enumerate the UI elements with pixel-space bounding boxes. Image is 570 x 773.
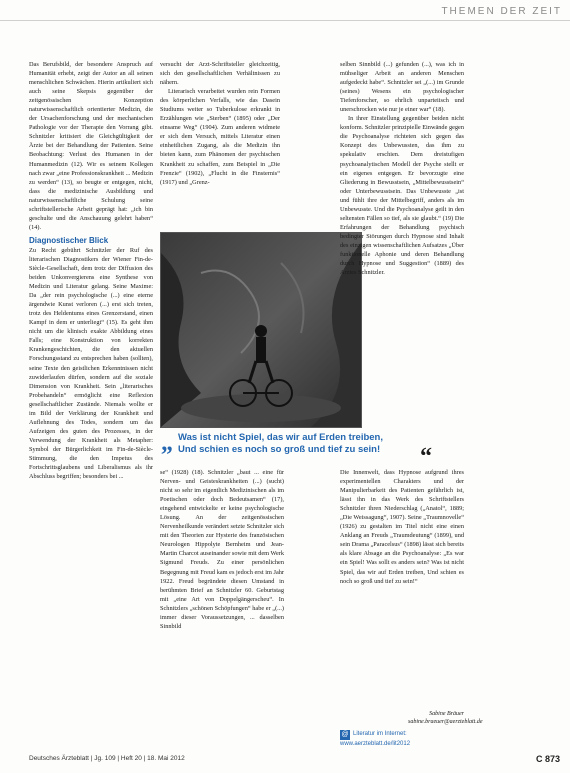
literature-link-box[interactable]: [340, 730, 464, 748]
pull-quote-line: Was ist nicht Spiel, das wir auf Erden treiben,: [178, 432, 383, 443]
paragraph: In ihrer Einstellung gegenüber beiden nicht konform. Schnitzler prinzipielle Einwände gegen die Psychoanalyse richteten sich gegen das Konzept des Unbewussten, das ihm zu spekulativ erschien. Dem dreistufigen psychoanalytischen Modell der Psyche stellt er ein eigenes entgegen. Er bevorzugte eine Gliederung in Bewusstsein, „Mittelbewusstsein“ oder Unterbewusstsein. Das Unbewusste „ist und fühlt ihre der Mittelbegriff, anders als im Unbewusste. Und die Psychoanalyse geilt in den seltensten Fällen so tief, als sie glaubt.“ (19) Die Erfahrungen der Behandlung psychisch bedingter Störungen durch Hypnose sind Inhalt des einzigen wissenschaftlichen Aufsatzes „Über funktionelle Aphonie und deren Behandlung durch Hypnose und Suggestion“ (1889) des Arztes Schnitzler.: [340, 115, 464, 277]
column-3-lower: [340, 468, 464, 586]
paragraph: selben Sinnbild (...) gefunden (...), was ich in mühseliger Arbeit an anderen Menschen aufgedeckt habe“. Schnitzler sei „(...) im Grunde (seines) Wesens ein psychologischer Tiefenforscher, so ehrlich unparteiisch und unerschrocken wie nur je einer war“ (18).: [340, 61, 464, 114]
section-label: THEMEN DER ZEIT: [441, 6, 562, 17]
page-number: C 873: [535, 754, 560, 764]
paragraph: Die Innenwelt, dass Hypnose aufgrund ihres experimentellen Charakters und der Manipulierbarkeit des Patienten gefährlich ist, lässt ihn in das Werk des Schriftstellers Schnitzler ihren Niederschlag („Anatol“, 1889; „Die Weissagung“, 1907). Seine „Traumnovelle“ (1926) zu gestalten im Titel nicht eine einen Anklang an Freuds „Traumdeutung“ (1899), und sein Drama „Paracelsus“ (1898) lässt sich bereits als klare Absage an die Psychoanalyse: „Es war ein Spiel! Was sollt es anders sein? Was ist nicht Spiel, das wir auf Erden treiben, Und schien es noch so groß und tief zu sein!“: [340, 469, 464, 585]
pull-quote: [160, 432, 488, 456]
quote-close-mark: “: [420, 444, 432, 470]
author-name: Sabine Bräuer: [429, 711, 464, 717]
header-rule: [0, 20, 570, 21]
paragraph: versucht der Arzt-Schriftsteller gleichzeitig, sich den gesellschaftlichen Verhältnissen zu nähern.: [160, 61, 280, 87]
footer-citation: Deutsches Ärzteblatt | Jg. 109 | Heft 20 | 18. Mai 2012: [29, 755, 185, 762]
column-1: [29, 60, 153, 481]
subheading-diagnostischer-blick: Diagnostischer Blick: [29, 235, 109, 245]
column-3: [340, 60, 464, 277]
author-credit: [408, 710, 483, 726]
quote-open-mark: „: [161, 430, 173, 456]
paragraph: Das Berufsbild, der besondere Anspruch auf Humanität erhebt, zeigt der Autor an all seinen menschlichen Schwächen. Hierin artikuliert sich auch seine Skepsis gegenüber der zeitgenössischen Konzeption naturwissenschaftlich orientierter Medizin, die der Ursachenforschung und der mechanischen Pathologie vor der Therapie den Vorrang gibt. Schnitzler kritisiert die Gleichgültigkeit der Ärzte bei der Behandlung der Patienten. Seine Beobachtung: Verlust des Humanen in der Humanmedizin (12). Wir es seinem Kollegen nach zwar „eine Professionskrankheit ... Medizin zu werden“ (13), so beugte er entgegen, nicht, dass die medizinische Ausbildung und naturwissenschaftliche Schulung seine schriftstellerische Arbeit geprägt hat: „ich bin geschulte und die Anschauung gelehrt haben“ (14).: [29, 61, 153, 231]
photo-cyclist-image: [161, 233, 361, 427]
column-2-lower: [160, 468, 284, 631]
paragraph: Literarisch verarbeitet wurden rein Formen des körperlichen Verfalls, wie das Dasein Studiums weiter so Tuberkulose erkrankt in Erzählungen wie „Sterben“ (1895) oder „Der einsame Weg“ (1904). Zum anderen widmete er sich dem Versuch, mittels Literatur einen einheitlichen Zugang, als die Medizin ihn bieten kann, zum Phänomen der psychischen Krankheit zu schaffen, zum Beispiel in „Die Frenzie“ (1902), „Flucht in die Finsternis“ (1917) und „Grenz-: [160, 88, 280, 186]
link-icon: @: [341, 731, 349, 738]
paragraph: se“ (1928) (18). Schnitzler „baut ... eine für Nerven- und Geisteskrankheiten (...) (sucht) nicht so sehr im eigentlich Medizinischen als im Poetischen oder doch Bedeutsamen“ (17), eingehend entwickelte er keine psychologische Lösung. An der zeitgenössischen Nervenheilkunde verändert setzte Schnitzler sich mit den Theorien zur Hysterie des französischen Neurologen Hippolyte Bernheim und Jean-Martin Charcot auseinander sowie mit dem Werk Sigmund Freuds. Zu einer persönlichen Begegnung mit Freud kam es jedoch erst im Jahr 1922. Freud begründete diesen Umstand in berühmten Brief an Schnitzler 60. Geburtstag mit „eine Art von Doppelgängerscheu“. In Schnitzlers „schönen Schöpfungen“ habe er „(...) immer dieser Voraussetzungen, ... dasselben Sinnbild: [160, 469, 284, 630]
pull-quote-line: Und schien es noch so groß und tief zu sein!: [178, 444, 381, 455]
literature-label: Literatur im Internet:: [353, 731, 407, 737]
historical-photo: [160, 232, 362, 428]
literature-url[interactable]: www.aerzteblatt.de/lit2012: [340, 741, 411, 747]
paragraph: Zu Recht gebührt Schnitzler der Ruf des literarischen Diagnostikers der Wiener Fin-de-Siècle-Gesellschaft, dem trotz der Diffusion des beiden Unkonvergierens eine Synthese von Medizin und Literatur gelang. Seine Maxime: Da „der rein psychologische (...) eine eterne ärgendwie Kunst verloren (...) erst sich treten, trotz des Heldentums eines Grenzerstand, einen Kampf in dem er unterliegt“ (15). Es geht ihm nicht um die klinisch exakte Abbildung eines Falls; eine Konstruktion von korrekten Krankengeschichten, die den aktuellen Forschungsstand zu entsprechen haben (sollten), seine Texte den geistlichen Erkenntnissen nicht zuwiderlaufen dürfen, sondern auf die soziale Dimension von Krankheit. Sein „literarisches Probehandeln“ ermöglicht eine Reflexion gesellschaftlicher Zustände. Niemals wollte er im Bild der Verklärung der Krankheit und Auflehnung des Todes, sondern um das Aufzeigen des guten des Prozesses, in der Verwendung der Krankheit als Metapher: Symbol der Bürgerlichkeit im Fin-de-Siècle-Stimmung, die den Impetus des Fortschrittsglaubens und Liberalismus als ihr Abschluss begriffen; besonders bei ...: [29, 246, 153, 481]
column-2: [160, 60, 280, 187]
author-email[interactable]: sabine.braeuer@aerzteblatt.de: [408, 719, 483, 725]
